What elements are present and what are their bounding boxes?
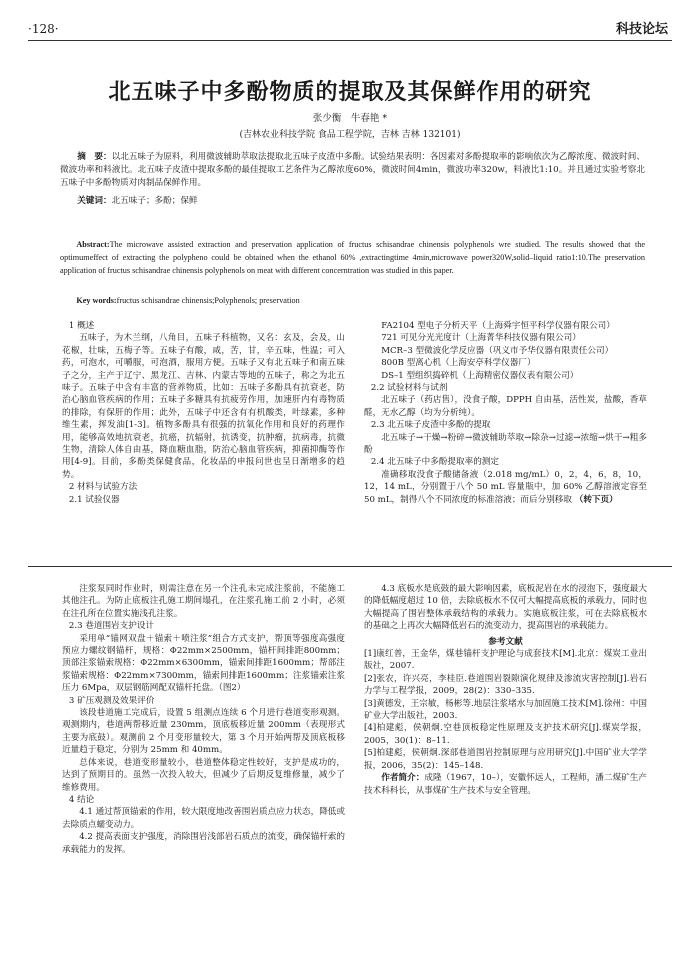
abstract-cn-text: 以北五味子为原料，利用微波辅助萃取法提取北五味子皮渣中多酚。试验结果表明：各因素对多酚提取率的影响依次为乙醇浓度、微波时间、微波功率和料液比。北五味子皮渣中提取多酚的最佳提取工艺条件为乙醇浓度60%，微波时间4min，微波功率320w，料液比1:10。并且通过实验考察北五味子中多酚物质对肉制品保鲜作用。: [60, 152, 645, 188]
body-column-right: [364, 320, 647, 506]
abstract-cn-label: 摘 要：: [77, 152, 112, 162]
continued-next-page-note: （转下页）: [574, 494, 618, 505]
paragraph-overview: 五味子，为木兰纲，八角目，五味子科植物，又名：玄及，会及，山花椒，壮味，五梅子等。五味子有酸，咸，苦，甘，辛五味，性温；可入药，可泡水，可嚼服，可泡酒，服用方便。五味子又有北五味子和南五味子之分，主产于辽宁、黑龙江、吉林、内蒙古等地的五味子，称之为北五味子。五味子中含有丰富的营养物质，比如：五味子多酚具有抗衰老，防治心脑血管疾病的作用；五味子多糖具有抗疲劳作用，加速肝内有毒物质的排除，有保肝的作用；此外，五味子中还含有有机酸类，叶绿素，多种维生素，挥发油[1-3]。植物多酚具有很强的抗氧化作用和良好的药理作用，能够高效地抗衰老，抗癌，抗辐射，抗诱变，抗肿瘤，抗病毒，抗微生物，清除人体自由基，降血糖血脂，防治心脑血管疾病，抑菌抑酶等作用[4-9]。目前，多酚类保健食品，化妆品的申报问世也呈日渐增多的趋势。: [62, 333, 345, 480]
keywords-cn-text: 北五味子；多酚；保鲜: [111, 196, 198, 206]
paragraph-determination: [364, 469, 647, 506]
heading-extraction: 2.3 北五味子皮渣中多酚的提取: [370, 420, 491, 431]
page-number: ·128·: [28, 22, 59, 36]
paragraph-grouting: 注浆泵同时作业时，则需注意在另一个注孔未完成注浆前，不能施工其他注孔。为防止底板注孔施工期间塌孔，在注浆孔施工前 2 小时，必须在注孔所在位置实施浅孔注浆。: [62, 584, 345, 619]
lower-column-right: [364, 583, 647, 797]
heading-materials: 2.2 试验材料与试剂: [370, 383, 448, 394]
abstract-en: [60, 238, 645, 277]
instrument-item: 721 可见分光光度计（上海菁华科技仪器有限公司）: [381, 333, 581, 344]
paragraph-conclusion-2: 4.2 提高表面支护强度，消除围岩浅部岩石质点的流变，确保锚杆索的承载能力的发挥。: [62, 832, 345, 855]
paragraph-materials: 北五味子（药店售），没食子酸，DPPH 自由基，活性炭，盐酸，香草醛，无水乙醇（均为分析纯）。: [364, 395, 647, 418]
reference-item: [3]黄德发，王宗敏，杨彬等.地层注浆堵水与加固施工技术[M].徐州：中国矿业大学出版社，2003.: [364, 698, 647, 722]
keywords-en-label: Key words:: [76, 296, 117, 305]
article-authors: 张少衡 牛春艳 *: [312, 113, 388, 124]
reference-item: [4]柏建彪，侯朝炯.空巷顶板稳定性原理及支护技术研究[J].煤炭学报，2005，30(1)：8–11.: [364, 723, 647, 746]
heading-observation: 3 矿压观测及效果评价: [68, 695, 155, 706]
instrument-item: DS–1 型组织捣碎机（上海精密仪器仪表有限公司）: [381, 370, 579, 381]
references-title: 参考文献: [488, 636, 523, 647]
paragraph-determination-text: 准确移取没食子酸储备液（2.018 mg/mL）0，2，4，6，8，10，12，14 mL，分别置于八个 50 mL 容量瓶中，加 60% 乙醇溶液定容至 50 mL，制得八个不同浓度的标准溶液；而后分别移取: [364, 469, 647, 505]
reference-item: [5]柏建彪，侯朝炯.深部巷道围岩控制原理与应用研究[J].中国矿业大学学报，2006，35(2)：145–148.: [364, 748, 647, 771]
paragraph-support-design: 采用单“锚网双盘＋锚索＋喷注浆”组合方式支护，帮顶等强度高强度预应力螺纹钢锚杆，规格：Φ22mm×2500mm，锚杆间排距800mm；顶部注浆锚索规格：Φ22mm×6300mm，锚索间排距1600mm；帮部注浆锚索规格：Φ22mm×7300mm，锚索间排距1600mm；注浆锚索注浆压力 6Mpa，双层钢筋网配双锚杆托盘。（图2）: [62, 633, 345, 694]
heading-support-design: 2.3 巷道围岩支护设计: [68, 621, 155, 632]
heading-determination: 2.4 北五味子中多酚提取率的测定: [370, 457, 499, 468]
keywords-cn-label: 关键词：: [77, 196, 112, 206]
heading-instruments: 2.1 试验仪器: [68, 494, 120, 505]
keywords-en: [60, 294, 645, 307]
keywords-en-text: fructus schisandrae chinensis;Polyphenols; preservation: [116, 296, 300, 305]
paragraph-conclusion-3: 4.3 底板水是底鼓的最大影响因素，底板泥岩在水的浸泡下，强度最大的降低幅度超过 10 倍，去除底板水不仅可大幅提高底板的承载力，同时也大幅提高了围岩整体承载结构的承载力。实施底板注浆，可在去除底板水的基础之上再次大幅降低岩石的流变动力，提高围岩的承载能力。: [364, 584, 647, 632]
header-rule: [28, 40, 672, 41]
lower-column-left: [62, 583, 345, 856]
heading-conclusion: 4 结论: [68, 794, 95, 805]
article-affiliation: (吉林农业科技学院 食品工程学院，吉林 吉林 132101): [239, 130, 461, 140]
instrument-item: FA2104 型电子分析天平（上海舜宇恒平科学仪器有限公司）: [381, 321, 615, 331]
author-bio-text: 成隆（1967，10–），安徽怀远人，工程师，潘二煤矿生产技术科科长，从事煤矿生产技术与安全管理。: [364, 773, 647, 796]
abstract-en-text: The microwave assisted extraction and preservation application of fructus schisandrae chinensis polyphenols wre studied. The results showed that the optimumeffect of extracting the polypheno could be obtained when the ethanol 60% ,extractingtime 4min,microwave power320W,solid–liquid ratio1:10.The preservation application of fructus schisandrae chinensis polyphenols on meat with different concerntration was studied in this paper.: [60, 240, 645, 275]
article-title: 北五味子中多酚物质的提取及其保鲜作用的研究: [108, 80, 592, 105]
paragraph-conclusion-1: 4.1 通过帮顶锚索的作用，较大限度地改善围岩质点应力状态，降低或去除质点蠕变动力。: [62, 807, 345, 830]
heading-overview: 1 概述: [68, 321, 95, 331]
instrument-item: MCR–3 型微波化学反应器（巩义市予华仪器有限责任公司）: [381, 345, 614, 356]
journal-section: 科技论坛: [615, 22, 668, 37]
abstract-en-label: Abstract:: [76, 240, 110, 249]
paragraph-extraction-flow: 北五味子→干燥→粉碎→微波辅助萃取→除杂→过滤→浓缩→烘干→粗多酚: [364, 432, 647, 456]
author-bio-label: 作者简介：: [381, 773, 425, 784]
article-divider: [28, 566, 672, 567]
heading-materials-methods: 2 材料与试验方法: [68, 482, 138, 493]
abstract-cn: [60, 151, 645, 190]
keywords-cn: [60, 195, 645, 208]
instrument-item: 800B 型离心机（上海安亭科学仪器厂）: [381, 358, 536, 369]
paragraph-observation: 该段巷道施工完成后，设置 5 组测点连续 6 个月进行巷道变形观测。观测期内，巷道两帮移近量 230mm，顶底板移近量 200mm（表现形式主要为底鼓）。观测前 2 个月变形量较大，第 3 个月开始两帮及顶底板移近量趋于稳定，分别为 25mm 和 40mm。: [62, 708, 345, 756]
reference-item: [2]张农，许兴亮，李桂臣.巷道围岩裂隙演化规律及渗流灾害控制[J].岩石力学与工程学报，2009，28(2)：330–335.: [364, 673, 647, 697]
paragraph-evaluation: 总体来说，巷道变形量较小，巷道整体稳定性较好，支护是成功的，达到了预期目的。虽然一次投入较大，但减少了后期反复维修量，减少了维修费用。: [62, 757, 345, 793]
body-column-left: [62, 320, 345, 506]
reference-item: [1]康红普，王金华，煤巷锚杆支护理论与成套技术[M].北京：煤炭工业出版社，2007.: [364, 649, 647, 672]
author-bio: [364, 772, 647, 797]
